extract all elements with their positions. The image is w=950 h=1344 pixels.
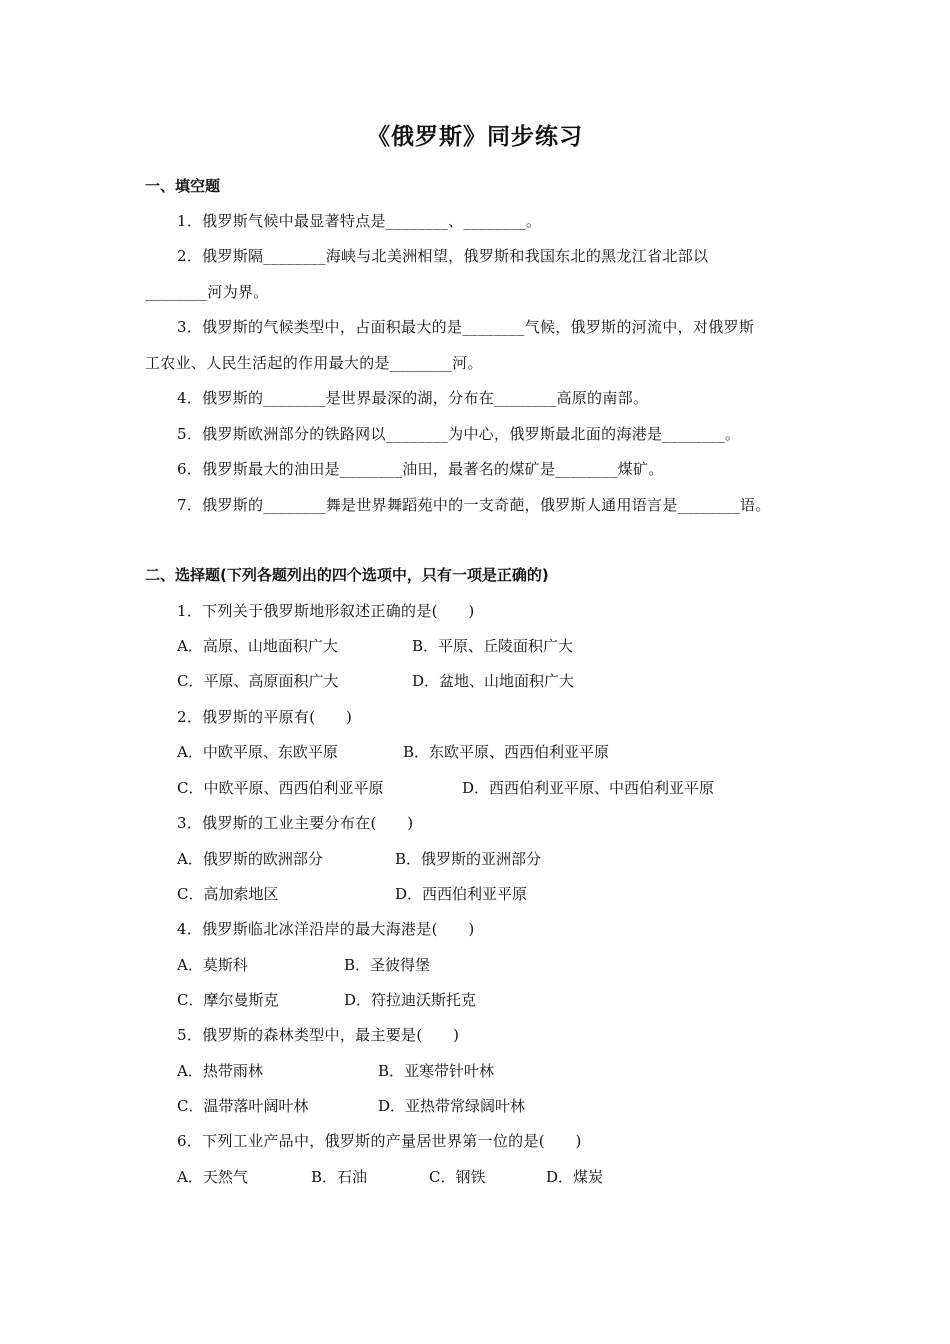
page-title: 《俄罗斯》同步练习: [367, 124, 583, 150]
choice-question-2: 2．俄罗斯的平原有( ): [177, 708, 353, 726]
section-heading-multiple-choice: 二、选择题(下列各题列出的四个选项中，只有一项是正确的): [145, 566, 549, 584]
choice-5-option-a: A．热带雨林: [177, 1062, 263, 1080]
fill-blank-question-2: 2．俄罗斯隔________海峡与北美洲相望，俄罗斯和我国东北的黑龙江省北部以: [177, 247, 709, 265]
choice-5-option-c: C．温带落叶阔叶林: [177, 1097, 309, 1115]
choice-question-6: 6．下列工业产品中，俄罗斯的产量居世界第一位的是( ): [177, 1132, 582, 1150]
section-heading-fill-blank: 一、填空题: [145, 177, 221, 195]
choice-2-option-c: C．中欧平原、西西伯利亚平原: [177, 779, 384, 797]
choice-4-option-a: A．莫斯科: [177, 956, 248, 974]
choice-5-option-b: B．亚寒带针叶林: [378, 1062, 495, 1080]
choice-6-option-c: C．钢铁: [429, 1168, 486, 1186]
choice-3-option-d: D．西西伯利亚平原: [395, 885, 528, 903]
choice-6-option-d: D．煤炭: [546, 1168, 604, 1186]
fill-blank-question-3-cont: 工农业、人民生活起的作用最大的是________河。: [145, 354, 483, 372]
choice-1-option-b: B．平原、丘陵面积广大: [412, 637, 574, 655]
choice-4-option-b: B．圣彼得堡: [344, 956, 431, 974]
fill-blank-question-7: 7．俄罗斯的________舞是世界舞蹈苑中的一支奇葩，俄罗斯人通用语言是________语。: [177, 496, 771, 514]
choice-2-option-d: D．西西伯利亚平原、中西伯利亚平原: [462, 779, 715, 797]
fill-blank-question-5: 5．俄罗斯欧洲部分的铁路网以________为中心，俄罗斯最北面的海港是________。: [177, 425, 741, 443]
choice-6-option-a: A．天然气: [177, 1168, 248, 1186]
choice-6-option-b: B．石油: [311, 1168, 368, 1186]
choice-1-option-a: A．高原、山地面积广大: [177, 637, 338, 655]
fill-blank-question-1: 1．俄罗斯气候中最显著特点是________、________。: [177, 212, 542, 230]
choice-1-option-d: D．盆地、山地面积广大: [412, 672, 575, 690]
choice-question-1: 1．下列关于俄罗斯地形叙述正确的是( ): [177, 602, 475, 620]
choice-3-option-a: A．俄罗斯的欧洲部分: [177, 850, 323, 868]
choice-3-option-c: C．高加索地区: [177, 885, 279, 903]
choice-2-option-b: B．东欧平原、西西伯利亚平原: [403, 743, 610, 761]
choice-question-4: 4．俄罗斯临北冰洋沿岸的最大海港是( ): [177, 920, 475, 938]
fill-blank-question-4: 4．俄罗斯的________是世界最深的湖，分布在________高原的南部。: [177, 389, 649, 407]
choice-4-option-d: D．符拉迪沃斯托克: [344, 991, 477, 1009]
choice-question-5: 5．俄罗斯的森林类型中，最主要是( ): [177, 1026, 460, 1044]
fill-blank-question-6: 6．俄罗斯最大的油田是________油田，最著名的煤矿是________煤矿。: [177, 460, 664, 478]
choice-2-option-a: A．中欧平原、东欧平原: [177, 743, 338, 761]
choice-5-option-d: D．亚热带常绿阔叶林: [378, 1097, 526, 1115]
choice-question-3: 3．俄罗斯的工业主要分布在( ): [177, 814, 414, 832]
fill-blank-question-2-cont: ________河为界。: [145, 283, 269, 301]
choice-1-option-c: C．平原、高原面积广大: [177, 672, 339, 690]
choice-4-option-c: C．摩尔曼斯克: [177, 991, 279, 1009]
choice-3-option-b: B．俄罗斯的亚洲部分: [395, 850, 542, 868]
fill-blank-question-3: 3．俄罗斯的气候类型中，占面积最大的是________气候，俄罗斯的河流中，对俄罗斯: [177, 318, 755, 336]
